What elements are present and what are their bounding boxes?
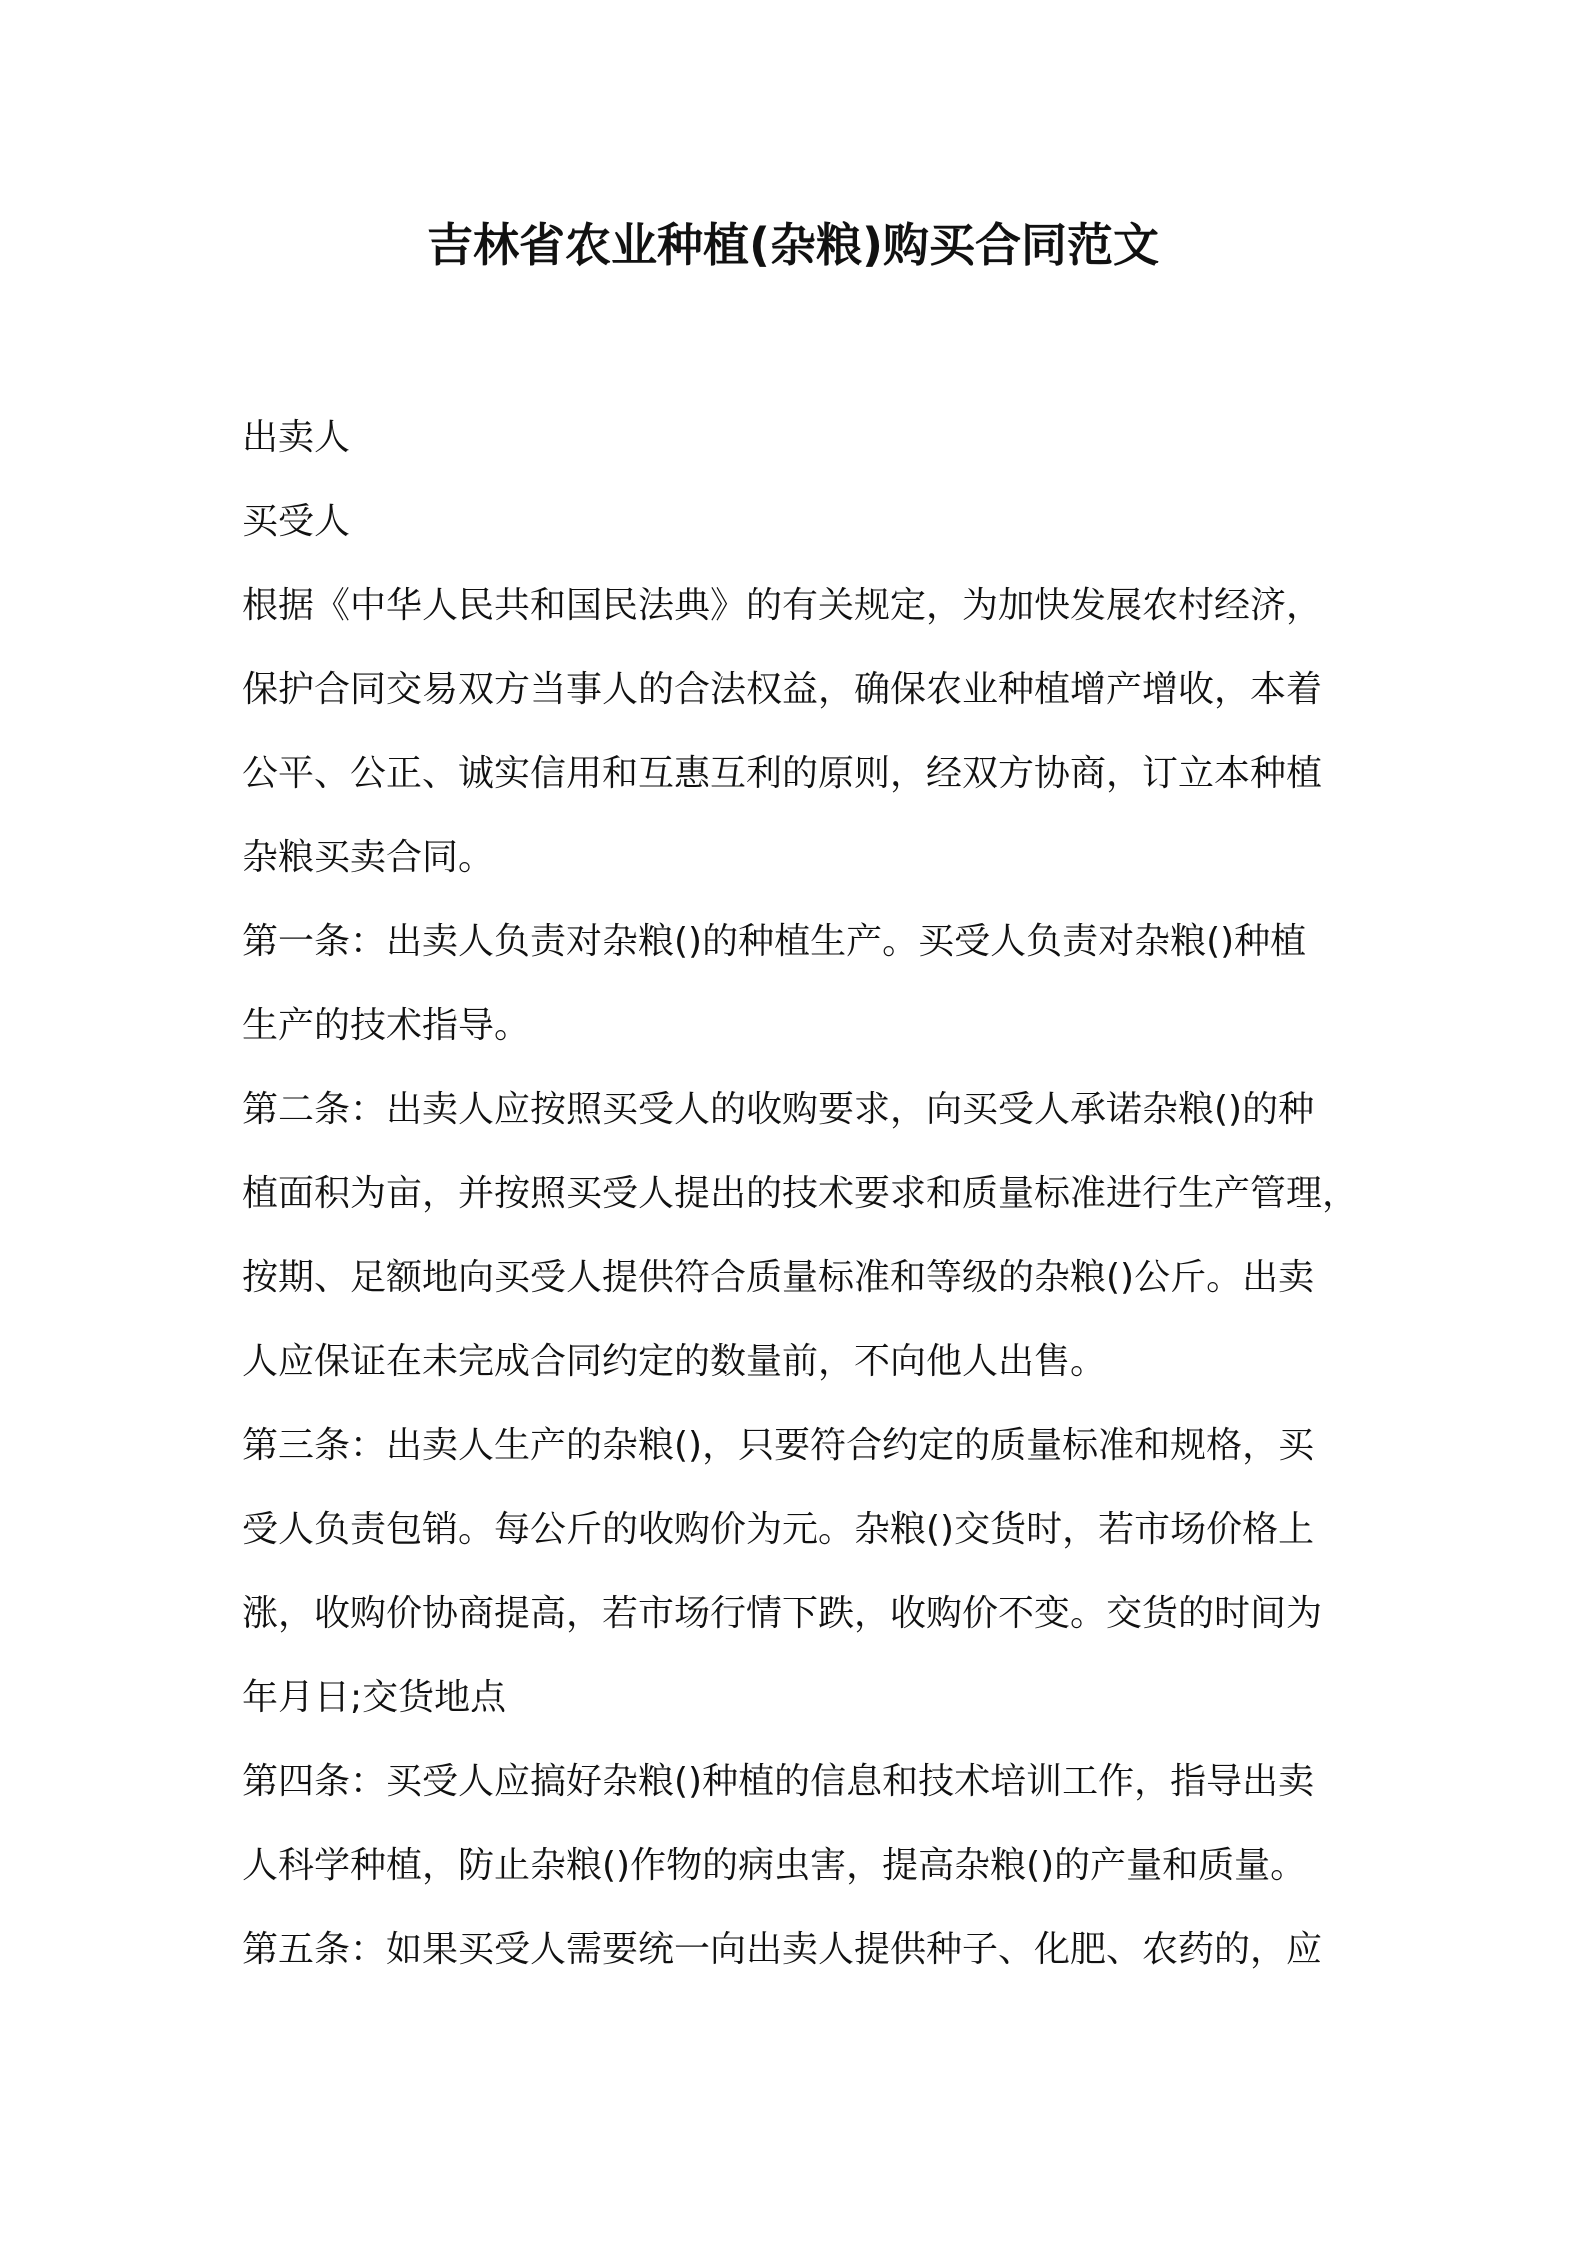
buyer-label: 买受人 xyxy=(242,501,351,542)
article-3-line: 受人负责包销。每公斤的收购价为元。杂粮()交货时，若市场价格上 xyxy=(242,1509,1315,1550)
article-2-line: 植面积为亩，并按照买受人提出的技术要求和质量标准进行生产管理， xyxy=(242,1173,1359,1214)
article-2-line: 人应保证在未完成合同约定的数量前，不向他人出售。 xyxy=(242,1341,1107,1382)
preamble-line: 保护合同交易双方当事人的合法权益，确保农业种植增产增收，本着 xyxy=(242,669,1323,710)
preamble-line: 根据《中华人民共和国民法典》的有关规定，为加快发展农村经济， xyxy=(242,585,1323,626)
article-3-line: 年月日;交货地点 xyxy=(242,1677,507,1718)
preamble-line: 公平、公正、诚实信用和互惠互利的原则，经双方协商，订立本种植 xyxy=(242,753,1323,794)
article-1-line: 生产的技术指导。 xyxy=(242,1005,531,1046)
document-body xyxy=(242,396,1362,1992)
article-3-line: 涨，收购价协商提高，若市场行情下跌，收购价不变。交货的时间为 xyxy=(242,1593,1323,1634)
article-1-line: 第一条：出卖人负责对杂粮()的种植生产。买受人负责对杂粮()种植 xyxy=(242,921,1307,962)
seller-label: 出卖人 xyxy=(242,417,351,458)
preamble-line: 杂粮买卖合同。 xyxy=(242,837,495,878)
article-2-line: 第二条：出卖人应按照买受人的收购要求，向买受人承诺杂粮()的种 xyxy=(242,1089,1315,1130)
article-4-line: 人科学种植，防止杂粮()作物的病虫害，提高杂粮()的产量和质量。 xyxy=(242,1845,1307,1886)
article-3-line: 第三条：出卖人生产的杂粮()，只要符合约定的质量标准和规格，买 xyxy=(242,1425,1315,1466)
document-title: 吉林省农业种植(杂粮)购买合同范文 xyxy=(426,218,1160,272)
article-2-line: 按期、足额地向买受人提供符合质量标准和等级的杂粮()公斤。出卖 xyxy=(242,1257,1315,1298)
article-5-line: 第五条：如果买受人需要统一向出卖人提供种子、化肥、农药的，应 xyxy=(242,1929,1323,1970)
article-4-line: 第四条：买受人应搞好杂粮()种植的信息和技术培训工作，指导出卖 xyxy=(242,1761,1315,1802)
